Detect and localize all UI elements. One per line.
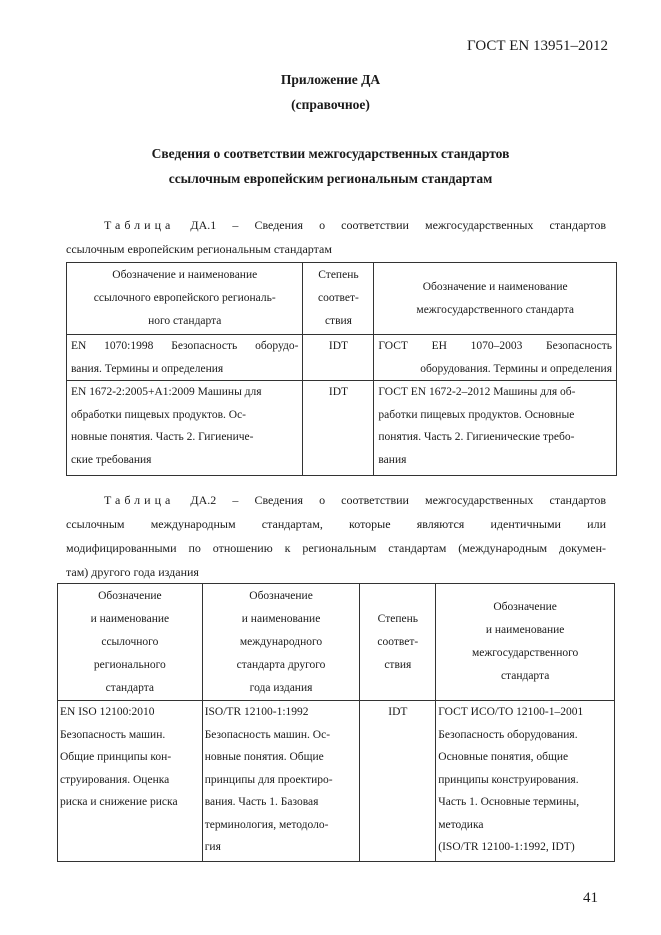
- table1-header-ref: [67, 263, 303, 335]
- cell-line: работки пищевых продуктов. Основные: [378, 408, 575, 421]
- cell-line: принципы конструирования.: [438, 773, 579, 786]
- table1-header-ref-line: ссылочного европейского региональ-: [93, 292, 276, 304]
- cell-line: принципы для проектиро-: [204, 773, 333, 786]
- table2-caption-line2: ссылочным международным стандартам, которые являются идентичными или: [66, 517, 606, 531]
- table2-caption-rest: ДА.2 – Сведения о соответствии межгосударственных стандартов: [190, 493, 607, 507]
- page-number: 41: [583, 890, 598, 906]
- table1-row1-degree: IDT: [303, 335, 374, 381]
- table2-header-intl-line: года издания: [249, 681, 313, 694]
- table2-header-ref-line: Обозначение: [98, 589, 162, 602]
- cell-line: методика: [438, 818, 484, 831]
- table1-caption: [66, 213, 606, 261]
- table2-caption-word: Таблица: [104, 493, 175, 507]
- table2-header-degree-line: соответ-: [377, 635, 419, 648]
- table2-header-degree: [360, 584, 436, 701]
- cell-line: новные понятия. Часть 2. Гигиениче-: [71, 431, 254, 443]
- table2-header-ref-line: ссылочного: [101, 635, 159, 648]
- cell-line: оборудования. Термины и определения: [420, 362, 612, 375]
- table-row: [58, 701, 615, 862]
- cell-line: Безопасность машин. Ос-: [204, 728, 331, 741]
- table2-header-gost-line: межгосударственного: [471, 647, 579, 659]
- cell-line: (ISO/TR 12100-1:1992, IDT): [438, 841, 575, 853]
- table1-header-row: [67, 263, 617, 335]
- table2-caption-line3: модифицированными по отношению к региональным стандартам (международным докумен-: [66, 541, 606, 555]
- cell-line: ГОСТ EN 1672-2–2012 Машины для об-: [378, 386, 576, 398]
- table1-caption-line1: [66, 213, 606, 237]
- table2-header-ref-line: и наименование: [90, 612, 170, 625]
- appendix-subtitle: (справочное): [291, 97, 370, 112]
- cell-line: ISO/TR 12100-1:1992: [204, 706, 309, 718]
- cell-line: понятия. Часть 2. Гигиенические требо-: [378, 431, 575, 443]
- table2-row-gost: [436, 701, 615, 862]
- cell-line: струирования. Оценка: [60, 773, 170, 786]
- cell-line: вания: [378, 453, 407, 466]
- cell-line: терминология, методоло-: [204, 818, 329, 831]
- table2-row-degree: IDT: [360, 701, 436, 862]
- cell-line: Часть 1. Основные термины,: [438, 796, 580, 808]
- table2-header-ref-line: стандарта: [105, 681, 155, 694]
- table2-header-degree-line: ствия: [384, 658, 412, 671]
- table2: [57, 583, 615, 862]
- cell-line: ГОСТ ИСО/ТО 12100-1–2001: [438, 706, 584, 718]
- table1-header-degree-line: ствия: [324, 315, 352, 327]
- table2-header-intl-line: стандарта другого: [236, 658, 326, 671]
- cell-line: Безопасность оборудования.: [438, 728, 578, 741]
- table1-header-ref-line: ного стандарта: [148, 315, 222, 327]
- document-header: ГОСТ EN 13951–2012: [467, 38, 608, 54]
- table2-caption-line1: [66, 488, 606, 512]
- table2-header-ref-line: регионального: [93, 658, 166, 671]
- cell-line: ские требования: [71, 453, 152, 466]
- cell-line: Безопасность машин.: [60, 728, 166, 741]
- table2-header-intl-line: и наименование: [241, 612, 321, 625]
- cell-line: риска и снижение риска: [60, 796, 178, 808]
- table2-header-row: [58, 584, 615, 701]
- table-row: [67, 335, 617, 381]
- cell-line: EN ISO 12100:2010: [60, 706, 155, 718]
- table1-header-degree-line: соответ-: [318, 292, 359, 304]
- cell-line: Основные понятия, общие: [438, 751, 569, 763]
- cell-line: Общие принципы кон-: [60, 751, 172, 763]
- table2-header-gost-line: стандарта: [500, 670, 550, 682]
- cell-line: EN 1070:1998 Безопасность оборудо-: [71, 340, 299, 352]
- table1-header-degree: [303, 263, 374, 335]
- table-row: [67, 381, 617, 476]
- cell-line: вания. Часть 1. Базовая: [204, 796, 319, 808]
- table1-row1-gost: [374, 335, 617, 381]
- table1-row2-degree: IDT: [303, 381, 374, 476]
- appendix-title: Приложение ДА: [280, 72, 381, 87]
- table1-header-gost: [374, 263, 617, 335]
- section-title-line2: ссылочным европейским региональным стандартам: [168, 171, 493, 186]
- cell-line: вания. Термины и определения: [71, 362, 224, 375]
- table1-row1-ref: [67, 335, 303, 381]
- table2-header-degree-line: Степень: [377, 612, 418, 625]
- table2-header-gost-line: Обозначение: [493, 601, 557, 613]
- table1-header-gost-line: Обозначение и наименование: [422, 280, 568, 293]
- table1-row2-gost: [374, 381, 617, 476]
- table1-header-ref-line: Обозначение и наименование: [112, 269, 258, 281]
- table2-header-gost-line: и наименование: [485, 624, 565, 636]
- table1-caption-rest: ДА.1 – Сведения о соответствии межгосударственных стандартов: [190, 218, 607, 232]
- table2-header-gost: [436, 584, 615, 701]
- cell-line: ГОСТ ЕН 1070–2003 Безопасность: [378, 340, 612, 352]
- cell-line: обработки пищевых продуктов. Ос-: [71, 408, 246, 421]
- table2-header-intl-line: международного: [239, 635, 323, 648]
- table2-header-intl: [202, 584, 360, 701]
- cell-line: гия: [204, 841, 221, 853]
- cell-line: EN 1672-2:2005+A1:2009 Машины для: [71, 386, 262, 398]
- table2-row-intl: [202, 701, 360, 862]
- table1-header-degree-line: Степень: [318, 269, 359, 281]
- table2-row-ref: [58, 701, 203, 862]
- table2-header-ref: [58, 584, 203, 701]
- table2-header-intl-line: Обозначение: [249, 589, 313, 602]
- table1-row2-ref: [67, 381, 303, 476]
- table2-caption-line4: там) другого года издания: [66, 565, 199, 579]
- table1-caption-line2: ссылочным европейским региональным стандартам: [66, 242, 332, 256]
- table1-caption-word: Таблица: [104, 218, 175, 232]
- section-title-line1: Сведения о соответствии межгосударственных стандартов: [151, 146, 510, 161]
- cell-line: новные понятия. Общие: [204, 751, 324, 763]
- table1-header-gost-line: межгосударственного стандарта: [416, 303, 574, 316]
- table1: [66, 262, 617, 476]
- table2-caption: [66, 488, 606, 584]
